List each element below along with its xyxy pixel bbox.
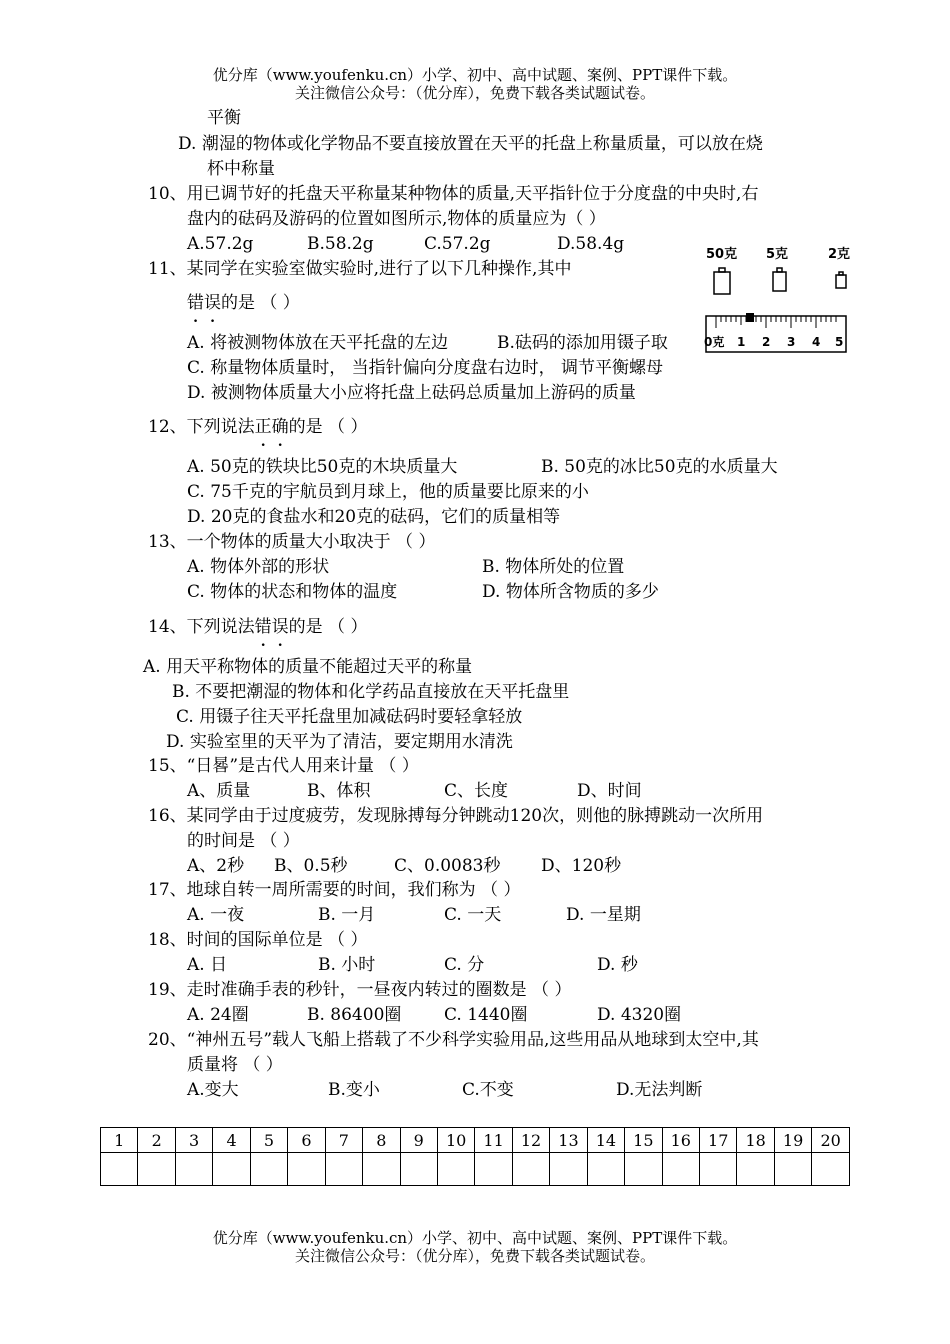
answer-cell[interactable] [475,1153,512,1186]
q16-option-b: B、0.5秒 [274,856,348,876]
q9-option-d-line2: 杯中称量 [207,159,275,179]
answer-cell[interactable] [550,1153,587,1186]
q17-option-d: D. 一星期 [566,905,641,925]
q20-stem-line2: 质量将 （ ） [187,1055,283,1075]
answer-cell[interactable] [737,1153,774,1186]
q12-stem: 12、下列说法正确的是 （ ） [148,417,368,437]
answer-cell[interactable] [288,1153,325,1186]
q18-option-a: A. 日 [187,955,228,975]
answer-cell[interactable] [250,1153,287,1186]
q15-stem: 15、“日晷”是古代人用来计量 （ ） [148,756,419,776]
q16-option-a: A、2秒 [187,856,245,876]
answer-cell[interactable] [213,1153,250,1186]
answer-cell[interactable] [700,1153,737,1186]
answer-number-cell: 6 [288,1128,325,1153]
answer-number-cell: 20 [812,1128,850,1153]
header-line-2: 关注微信公众号：（优分库），免费下载各类试题试卷。 [294,84,655,102]
q10-option-c: C.57.2g [424,234,491,254]
q16-stem-line2: 的时间是 （ ） [187,831,300,851]
answer-number-cell: 10 [437,1128,474,1153]
q10-stem-line1: 10、用已调节好的托盘天平称量某种物体的质量,天平指针位于分度盘的中央时,右 [148,184,759,204]
answer-cell[interactable] [175,1153,212,1186]
answer-number-cell: 11 [475,1128,512,1153]
scale-label-1: 1 [737,335,746,349]
answer-cell[interactable] [774,1153,811,1186]
q11-option-b: B.砝码的添加用镊子取 [497,333,668,353]
q13-option-a: A. 物体外部的形状 [187,557,330,577]
answer-table-header-row [101,1128,850,1153]
q16-option-d: D、120秒 [541,856,622,876]
q19-option-d: D. 4320圈 [597,1005,682,1025]
q14-option-a: A. 用天平称物体的质量不能超过天平的称量 [143,657,473,677]
answer-number-cell: 12 [512,1128,549,1153]
q17-option-b: B. 一月 [318,905,376,925]
answer-number-cell: 16 [662,1128,699,1153]
answer-cell[interactable] [437,1153,474,1186]
header-line-1: 优分库（www.youfenku.cn）小学、初中、高中试题、案例、PPT课件下载。 [212,66,738,84]
q18-option-b: B. 小时 [318,955,376,975]
q19-stem: 19、走时准确手表的秒针，一昼夜内转过的圈数是 （ ） [148,980,572,1000]
q12-option-b: B. 50克的冰比50克的水质量大 [541,457,778,477]
answer-number-cell: 5 [250,1128,287,1153]
answer-number-cell: 7 [325,1128,362,1153]
rider-scale [704,313,846,352]
answer-cell[interactable] [400,1153,437,1186]
weight-2g-label: 2克 [828,247,851,262]
answer-cell[interactable] [363,1153,400,1186]
scale-label-4: 4 [812,335,821,349]
q18-option-c: C. 分 [444,955,485,975]
q19-option-c: C. 1440圈 [444,1005,528,1025]
q12-option-a: A. 50克的铁块比50克的木块质量大 [187,457,458,477]
answer-number-cell: 3 [175,1128,212,1153]
scale-label-5: 5 [835,335,844,349]
answer-number-cell: 19 [774,1128,811,1153]
scale-label-2: 2 [762,335,771,349]
answer-number-cell: 17 [700,1128,737,1153]
answer-cell[interactable] [101,1153,138,1186]
answer-cell[interactable] [662,1153,699,1186]
q15-option-c: C、长度 [444,781,509,801]
q12-option-c: C. 75千克的宇航员到月球上，他的质量要比原来的小 [187,482,589,502]
weight-50g-icon [714,268,730,294]
q12-option-d: D. 20克的食盐水和20克的砝码，它们的质量相等 [187,507,561,527]
footer-line-2: 关注微信公众号：（优分库），免费下载各类试题试卷。 [294,1247,655,1265]
answer-cell[interactable] [587,1153,624,1186]
q20-stem-line1: 20、“神州五号”载人飞船上搭载了不少科学实验用品,这些用品从地球到太空中,其 [148,1030,759,1050]
q17-stem: 17、地球自转一周所需要的时间，我们称为 （ ） [148,880,521,900]
q15-option-a: A、质量 [187,781,251,801]
q10-option-b: B.58.2g [307,234,374,254]
q17-option-c: C. 一天 [444,905,502,925]
q16-option-c: C、0.0083秒 [394,856,501,876]
footer-line-1: 优分库（www.youfenku.cn）小学、初中、高中试题、案例、PPT课件下载。 [212,1229,738,1247]
scale-label-0: 0克 [704,335,725,349]
q13-option-b: B. 物体所处的位置 [482,557,625,577]
q11-stem-line2: 错误的是 （ ） [187,293,300,313]
q15-option-b: B、体积 [307,781,371,801]
rider-icon [746,313,754,322]
q17-option-a: A. 一夜 [187,905,245,925]
q11-option-c: C. 称量物体质量时， 当指针偏向分度盘右边时， 调节平衡螺母 [187,358,664,378]
q20-option-c: C.不变 [462,1080,514,1100]
q14-stem: 14、下列说法错误的是 （ ） [148,617,368,637]
q13-option-d: D. 物体所含物质的多少 [482,582,659,602]
q20-option-d: D.无法判断 [616,1080,703,1100]
scale-label-3: 3 [787,335,796,349]
balance-weights-figure [700,240,860,365]
q9-option-d-line1: D. 潮湿的物体或化学物品不要直接放置在天平的托盘上称量质量，可以放在烧 [178,134,763,154]
q20-option-a: A.变大 [187,1080,239,1100]
weight-5g-icon [773,268,786,291]
q18-option-d: D. 秒 [597,955,638,975]
q20-option-b: B.变小 [328,1080,380,1100]
answer-number-cell: 13 [550,1128,587,1153]
answer-cell[interactable] [512,1153,549,1186]
q14-option-c: C. 用镊子往天平托盘里加减砝码时要轻拿轻放 [176,707,523,727]
q10-option-a: A.57.2g [187,234,254,254]
answer-number-cell: 4 [213,1128,250,1153]
answer-cell[interactable] [625,1153,662,1186]
answer-table [100,1127,850,1186]
q10-option-d: D.58.4g [557,234,625,254]
weight-2g-icon [836,272,846,288]
answer-number-cell: 1 [101,1128,138,1153]
q19-option-b: B. 86400圈 [307,1005,402,1025]
q11-option-a: A. 将被测物体放在天平托盘的左边 [187,333,449,353]
q16-stem-line1: 16、某同学由于过度疲劳，发现脉搏每分钟跳动120次，则他的脉搏跳动一次所用 [148,806,764,826]
answer-number-cell: 15 [625,1128,662,1153]
q13-option-c: C. 物体的状态和物体的温度 [187,582,398,602]
q14-option-b: B. 不要把潮湿的物体和化学药品直接放在天平托盘里 [172,682,570,702]
answer-number-cell: 18 [737,1128,774,1153]
answer-number-cell: 14 [587,1128,624,1153]
q9-tail: 平衡 [207,108,241,128]
weight-5g-label: 5克 [766,247,789,262]
q18-stem: 18、时间的国际单位是 （ ） [148,930,368,950]
answer-cell[interactable] [138,1153,175,1186]
q19-option-a: A. 24圈 [187,1005,249,1025]
answer-number-cell: 2 [138,1128,175,1153]
q11-option-d: D. 被测物体质量大小应将托盘上砝码总质量加上游码的质量 [187,383,636,403]
q14-option-d: D. 实验室里的天平为了清洁，要定期用水清洗 [166,732,513,752]
q10-stem-line2: 盘内的砝码及游码的位置如图所示,物体的质量应为（ ） [187,209,606,229]
answer-number-cell: 9 [400,1128,437,1153]
answer-number-cell: 8 [363,1128,400,1153]
q13-stem: 13、一个物体的质量大小取决于 （ ） [148,532,436,552]
weight-50g-label: 50克 [706,247,738,262]
answer-cell[interactable] [325,1153,362,1186]
q15-option-d: D、时间 [577,781,642,801]
answer-table-blank-row [101,1153,850,1186]
q11-stem-line1: 11、某同学在实验室做实验时,进行了以下几种操作,其中 [148,259,572,279]
answer-cell[interactable] [812,1153,850,1186]
